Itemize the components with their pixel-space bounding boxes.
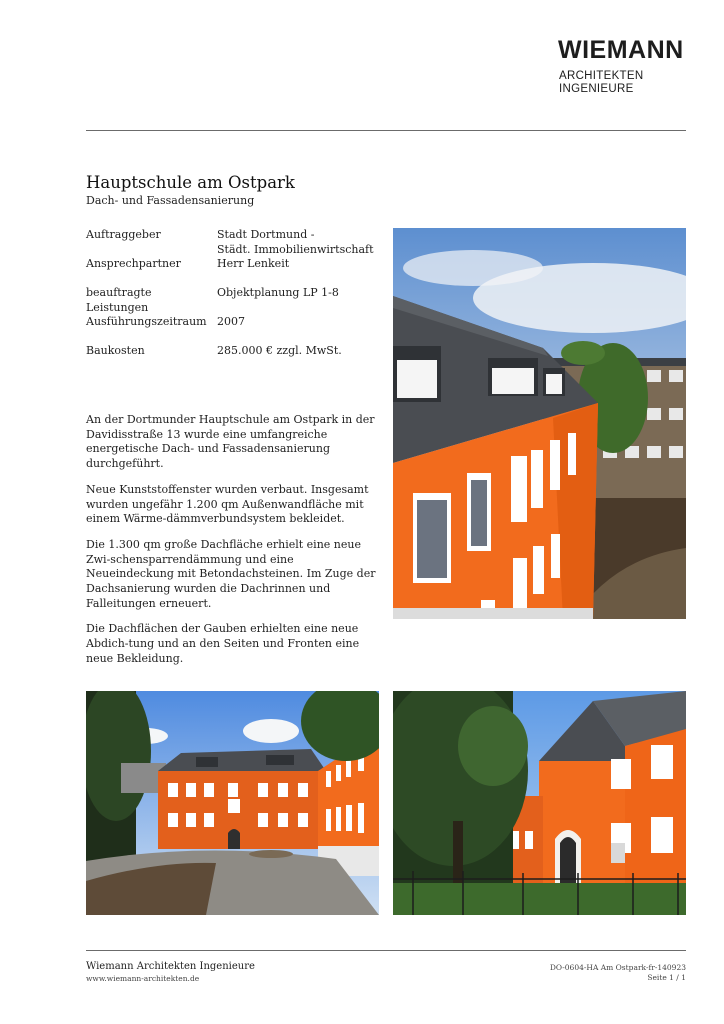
description-paragraph: Neue Kunststoffenster wurden verbaut. Insgesamt wurden ungefähr 1.200 qm Außenwandfläche mit einem Wärme-dämmverbundsystem bekleidet. [86,482,369,526]
fact-value: Stadt Dortmund - [217,228,315,241]
fact-value: 2007 [217,315,245,328]
photo-entrance-wing [393,691,686,915]
logo-name: WIEMANN [558,36,684,64]
fact-value: 285.000 € zzgl. MwSt. [217,344,342,357]
logo-line-1: ARCHITEKTEN [559,70,644,82]
header-divider [86,130,686,131]
fact-value: Herr Lenkeit [217,257,290,270]
fact-row [86,286,387,315]
fact-row [86,228,387,243]
project-facts [86,228,387,359]
footer-page-number: Seite 1 / 1 [647,973,686,982]
photo-courtyard [86,691,379,915]
footer-divider [86,950,686,951]
fact-label: Baukosten [86,344,145,357]
logo-line-2: INGENIEURE [559,83,634,95]
description-paragraph: Die 1.300 qm große Dachfläche erhielt eine neue Zwi-schensparrendämmung und eine Neueindeckung mit Betondachsteinen. Im Zuge der Dachsanierung wurden die Dachrinnen und Falleitungen erneuert. [86,537,376,610]
project-title: Hauptschule am Ostpark [86,173,295,192]
fact-row [86,344,387,359]
fact-label: Ausführungszeitraum [86,315,207,328]
description-paragraph: Die Dachflächen der Gauben erhielten eine neue Abdich-tung und an den Seiten und Fronten eine neue Bekleidung. [86,622,360,665]
project-description [86,413,382,678]
company-logo [558,38,684,63]
footer-company-block [86,961,255,985]
footer-doc-block [550,963,686,983]
footer-website: www.wiemann-architekten.de [86,974,200,983]
logo-subline [559,70,643,96]
fact-label: beauftragte Leistungen [86,286,152,314]
footer-company: Wiemann Architekten Ingenieure [86,961,255,972]
fact-row [86,257,387,272]
fact-value: Städt. Immobilienwirtschaft [217,242,374,256]
project-subtitle: Dach- und Fassadensanierung [86,194,255,207]
fact-label: Auftraggeber [86,228,161,241]
fact-label [86,243,217,258]
footer-doc-id: DO-0604-HA Am Ostpark-fr-140923 [549,963,686,972]
fact-value: Objektplanung LP 1-8 [217,286,339,299]
photo-main-building [393,228,686,619]
fact-label: Ansprechpartner [86,257,181,270]
fact-row [86,315,387,330]
fact-row [86,243,387,258]
description-paragraph: An der Dortmunder Hauptschule am Ostpark in der Davidisstraße 13 wurde eine umfangreiche energetische Dach- und Fassadensanierung durchgeführt. [86,413,375,471]
